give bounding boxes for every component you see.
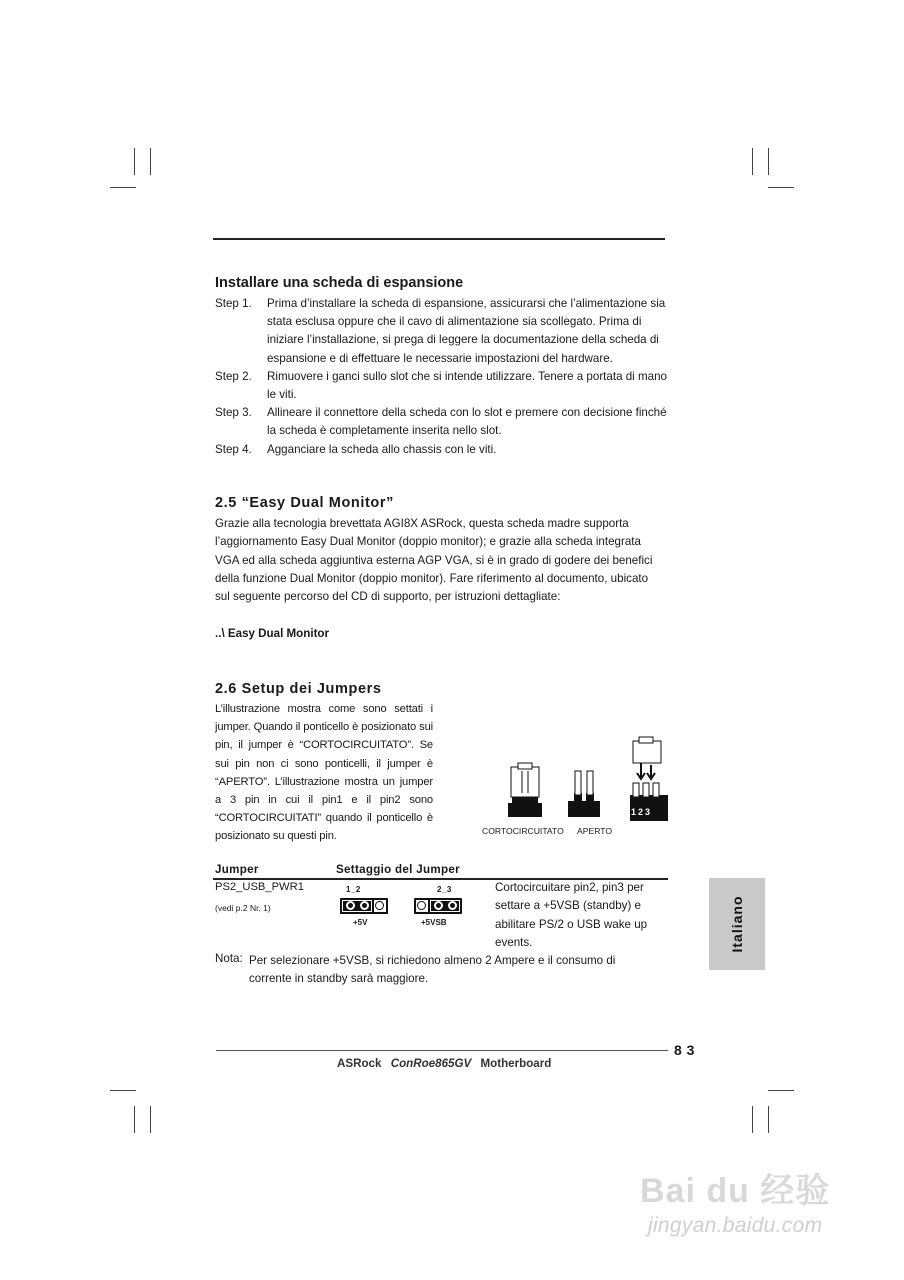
step-text: Agganciare la scheda allo chassis con le viti. [267, 443, 497, 456]
pin-numbers [631, 807, 671, 817]
header-rule [213, 238, 665, 240]
jumper-ref: (vedi p.2 Nr. 1) [215, 903, 271, 913]
crop-mark [768, 187, 794, 188]
pin-number: 1 [631, 807, 639, 817]
pin-icon [448, 901, 457, 910]
step-label: Step 3. [215, 406, 252, 419]
option1-pins-label: 1_2 [346, 885, 361, 894]
note-label: Nota: [215, 952, 243, 965]
footer-text [337, 1057, 551, 1070]
crop-mark [752, 1106, 753, 1133]
option1-header [340, 898, 388, 914]
fig-label-shorted: CORTOCIRCUITATO [482, 826, 564, 836]
footer-model: ConRoe865GV [390, 1057, 472, 1070]
crop-mark [110, 1090, 136, 1091]
fig-label-open: APERTO [577, 826, 613, 836]
dual-monitor-body: Grazie alla tecnologia brevettata AGI8X ASRock, questa scheda madre supporta l’aggiornamento Easy Dual Monitor (doppio monitor); e grazie alla scheda integrata VGA ed alla scheda aggiuntiva esterna AGP VGA, si è in grado di godere dei benefici della funzione Dual Monitor (doppio monitor). Fare riferimento al documento, ubicato sul seguente percorso del CD di supporto, per istruzioni dettagliate: [215, 517, 653, 604]
jumpers-body: L’illustrazione mostra come sono settati i jumper. Quando il ponticello è posizionato sui pin, il jumper è “CORTOCIRCUITATO”. Se sui pin non ci sono ponticelli, il jumper è “APERTO”. L’illustrazione mostra un jumper a 3 pin in cui il pin1 e il pin2 sono “CORTOCIRCUITATI” quando il ponticello è posizionato su questi pin. [215, 703, 433, 843]
crop-mark [110, 187, 136, 188]
dual-monitor-title: 2.5 “Easy Dual Monitor” [215, 495, 394, 511]
step-label: Step 2. [215, 370, 252, 383]
option1-value: +5V [353, 918, 368, 927]
step-text: Allineare il connettore della scheda con lo slot e premere con decisione finché la scheda è completamente inserita nello slot. [267, 406, 667, 438]
step-1 [215, 295, 670, 369]
watermark-url: jingyan.baidu.com [648, 1214, 823, 1237]
crop-mark [768, 1106, 769, 1133]
note-text: Per selezionare +5VSB, si richiedono almeno 2 Ampere e il consumo di corrente in standby sarà maggiore. [249, 954, 616, 986]
pin-icon [346, 901, 355, 910]
pin-icon [434, 901, 443, 910]
crop-mark [134, 1106, 135, 1133]
watermark-logo: Bai du 经验 [640, 1172, 831, 1210]
pin-icon [375, 901, 384, 910]
footer-rule [216, 1050, 668, 1051]
table-header-setting: Settaggio del Jumper [336, 863, 460, 876]
jumper-description: Cortocircuitare pin2, pin3 per settare a +5VSB (standby) e abilitare PS/2 o USB wake up events. [495, 881, 648, 949]
install-title: Installare una scheda di espansione [215, 275, 464, 291]
crop-mark [150, 148, 151, 175]
pin-icon [360, 901, 369, 910]
step-text: Prima d’installare la scheda di espansione, assicurarsi che l’alimentazione sia stata esclusa oppure che il cavo di alimentazione sia scollegato. Prima di iniziare l’installazione, si prega di leggere la documentazione della scheda di espansione e di effettuare le necessarie impostazioni del hardware. [267, 297, 666, 365]
option2-value: +5VSB [421, 918, 447, 927]
jumper-name: PS2_USB_PWR1 [215, 881, 304, 893]
step-label: Step 4. [215, 443, 252, 456]
language-tab-label: Italiano [729, 895, 745, 953]
step-4 [215, 441, 670, 460]
crop-mark [752, 148, 753, 175]
open-jumper-figure [568, 771, 600, 817]
footer-product: Motherboard [480, 1057, 552, 1070]
jumper-illustration [478, 735, 673, 840]
table-header-jumper: Jumper [215, 863, 259, 876]
page-number: 8 3 [674, 1042, 695, 1058]
option2-pins-label: 2_3 [437, 885, 452, 894]
step-text: Rimuovere i ganci sullo slot che si intende utilizzare. Tenere a portata di mano le viti. [267, 370, 667, 402]
crop-mark [768, 148, 769, 175]
option2-header [414, 898, 462, 914]
step-2 [215, 368, 670, 405]
footer-brand: ASRock [337, 1057, 382, 1070]
crop-mark [134, 148, 135, 175]
dual-monitor-path: ..\ Easy Dual Monitor [215, 627, 330, 640]
step-label: Step 1. [215, 297, 252, 310]
step-3 [215, 404, 670, 441]
pin-number: 2 [638, 807, 646, 817]
crop-mark [768, 1090, 794, 1091]
jumpers-title: 2.6 Setup dei Jumpers [215, 681, 382, 697]
language-tab [709, 878, 765, 970]
shorted-jumper-figure [508, 763, 542, 817]
pin-icon [417, 901, 426, 910]
pin-number: 3 [645, 807, 653, 817]
crop-mark [150, 1106, 151, 1133]
